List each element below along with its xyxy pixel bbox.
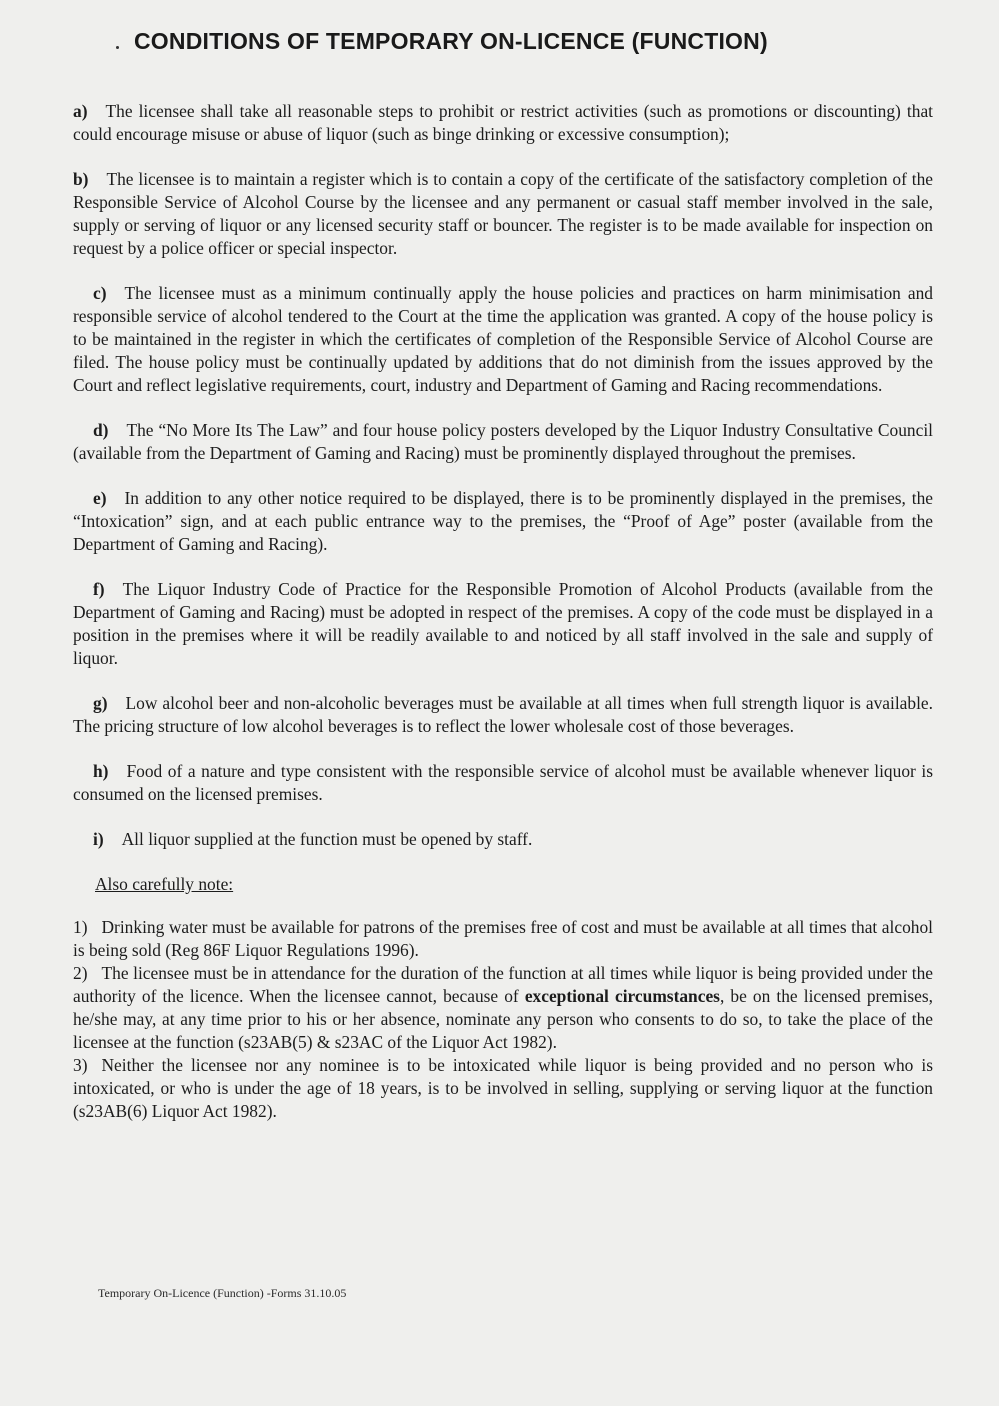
condition-text: Food of a nature and type consistent with the responsible service of alcohol must be available whenever liquor is consumed on the licensed premises. [73, 761, 933, 804]
note-number: 1) [73, 917, 88, 937]
condition-item [73, 419, 933, 465]
condition-label: b) [73, 169, 89, 189]
note-item [73, 1054, 933, 1123]
condition-item [73, 282, 933, 397]
condition-item [73, 692, 933, 738]
condition-label: e) [93, 488, 107, 508]
conditions-body [73, 100, 933, 1123]
condition-text: The licensee must as a minimum continually apply the house policies and practices on harm minimisation and responsible service of alcohol tendered to the Court at the time the application was granted. A copy of the house policy is to be maintained in the register in which the certificates of completion of the Responsible Service of Alcohol Course are filed. The house policy must be continually updated by additions that do not diminish from the issues approved by the Court and reflect legislative requirements, court, industry and Department of Gaming and Racing recommendations. [73, 283, 933, 395]
note-text: The licensee must be in attendance for the duration of the function at all times while liquor is being provided under the authority of the licence. When the licensee cannot, because of [73, 963, 933, 1006]
page-title: CONDITIONS OF TEMPORARY ON-LICENCE (FUNCTION) [134, 28, 768, 54]
condition-label: d) [93, 420, 109, 440]
condition-text: The Liquor Industry Code of Practice for the Responsible Promotion of Alcohol Products (available from the Department of Gaming and Racing) must be adopted in respect of the premises. A copy of the code must be displayed in a position in the premises where it will be readily available to and noticed by all staff involved in the sale and supply of liquor. [73, 579, 933, 668]
note-number: 2) [73, 963, 88, 983]
condition-item [73, 100, 933, 146]
condition-label: a) [73, 101, 88, 121]
condition-item [73, 760, 933, 806]
condition-label: h) [93, 761, 109, 781]
condition-item [73, 487, 933, 556]
note-text: , be on the licensed premises, he/she may, at any time prior to his or her absence, nominate any person who consents to do so, to take the place of the licensee at the function (s23AB(5) & s23AC of the Liquor Act 1982). [73, 986, 933, 1052]
condition-text: The “No More Its The Law” and four house policy posters developed by the Liquor Industry Consultative Council (available from the Department of Gaming and Racing) must be prominently displayed throughout the premises. [73, 420, 933, 463]
condition-label: f) [93, 579, 105, 599]
condition-label: c) [93, 283, 107, 303]
notes-heading: Also carefully note: [95, 874, 234, 894]
note-text: Drinking water must be available for patrons of the premises free of cost and must be available at all times that alcohol is being sold (Reg 86F Liquor Regulations 1996). [73, 917, 933, 960]
condition-label: i) [93, 829, 104, 849]
condition-text: The licensee shall take all reasonable steps to prohibit or restrict activities (such as promotions or discounting) that could encourage misuse or abuse of liquor (such as binge drinking or excessive consumption); [73, 101, 933, 144]
stray-dot [116, 46, 119, 49]
footer-reference: Temporary On-Licence (Function) -Forms 31.10.05 [98, 1286, 347, 1300]
condition-item [73, 168, 933, 260]
condition-label: g) [93, 693, 108, 713]
note-item [73, 916, 933, 962]
condition-item [73, 828, 933, 851]
note-text: Neither the licensee nor any nominee is to be intoxicated while liquor is being provided and no person who is intoxicated, or who is under the age of 18 years, is to be involved in selling, supplying or serving liquor at the function (s23AB(6) Liquor Act 1982). [73, 1055, 933, 1121]
note-item [73, 962, 933, 1054]
condition-text: Low alcohol beer and non-alcoholic beverages must be available at all times when full strength liquor is available. The pricing structure of low alcohol beverages is to reflect the lower wholesale cost of those beverages. [73, 693, 933, 736]
condition-item [73, 578, 933, 670]
note-emphasis: exceptional circumstances [524, 986, 720, 1006]
condition-text: In addition to any other notice required to be displayed, there is to be prominently displayed in the premises, the “Intoxication” sign, and at each public entrance way to the premises, the “Proof of Age” poster (available from the Department of Gaming and Racing). [73, 488, 933, 554]
condition-text: All liquor supplied at the function must be opened by staff. [121, 829, 533, 849]
note-number: 3) [73, 1055, 88, 1075]
condition-text: The licensee is to maintain a register which is to contain a copy of the certificate of the satisfactory completion of the Responsible Service of Alcohol Course by the licensee and any permanent or casual staff member involved in the sale, supply or serving of liquor or any licensed security staff or bouncer. The register is to be made available for inspection on request by a police officer or special inspector. [73, 169, 933, 258]
